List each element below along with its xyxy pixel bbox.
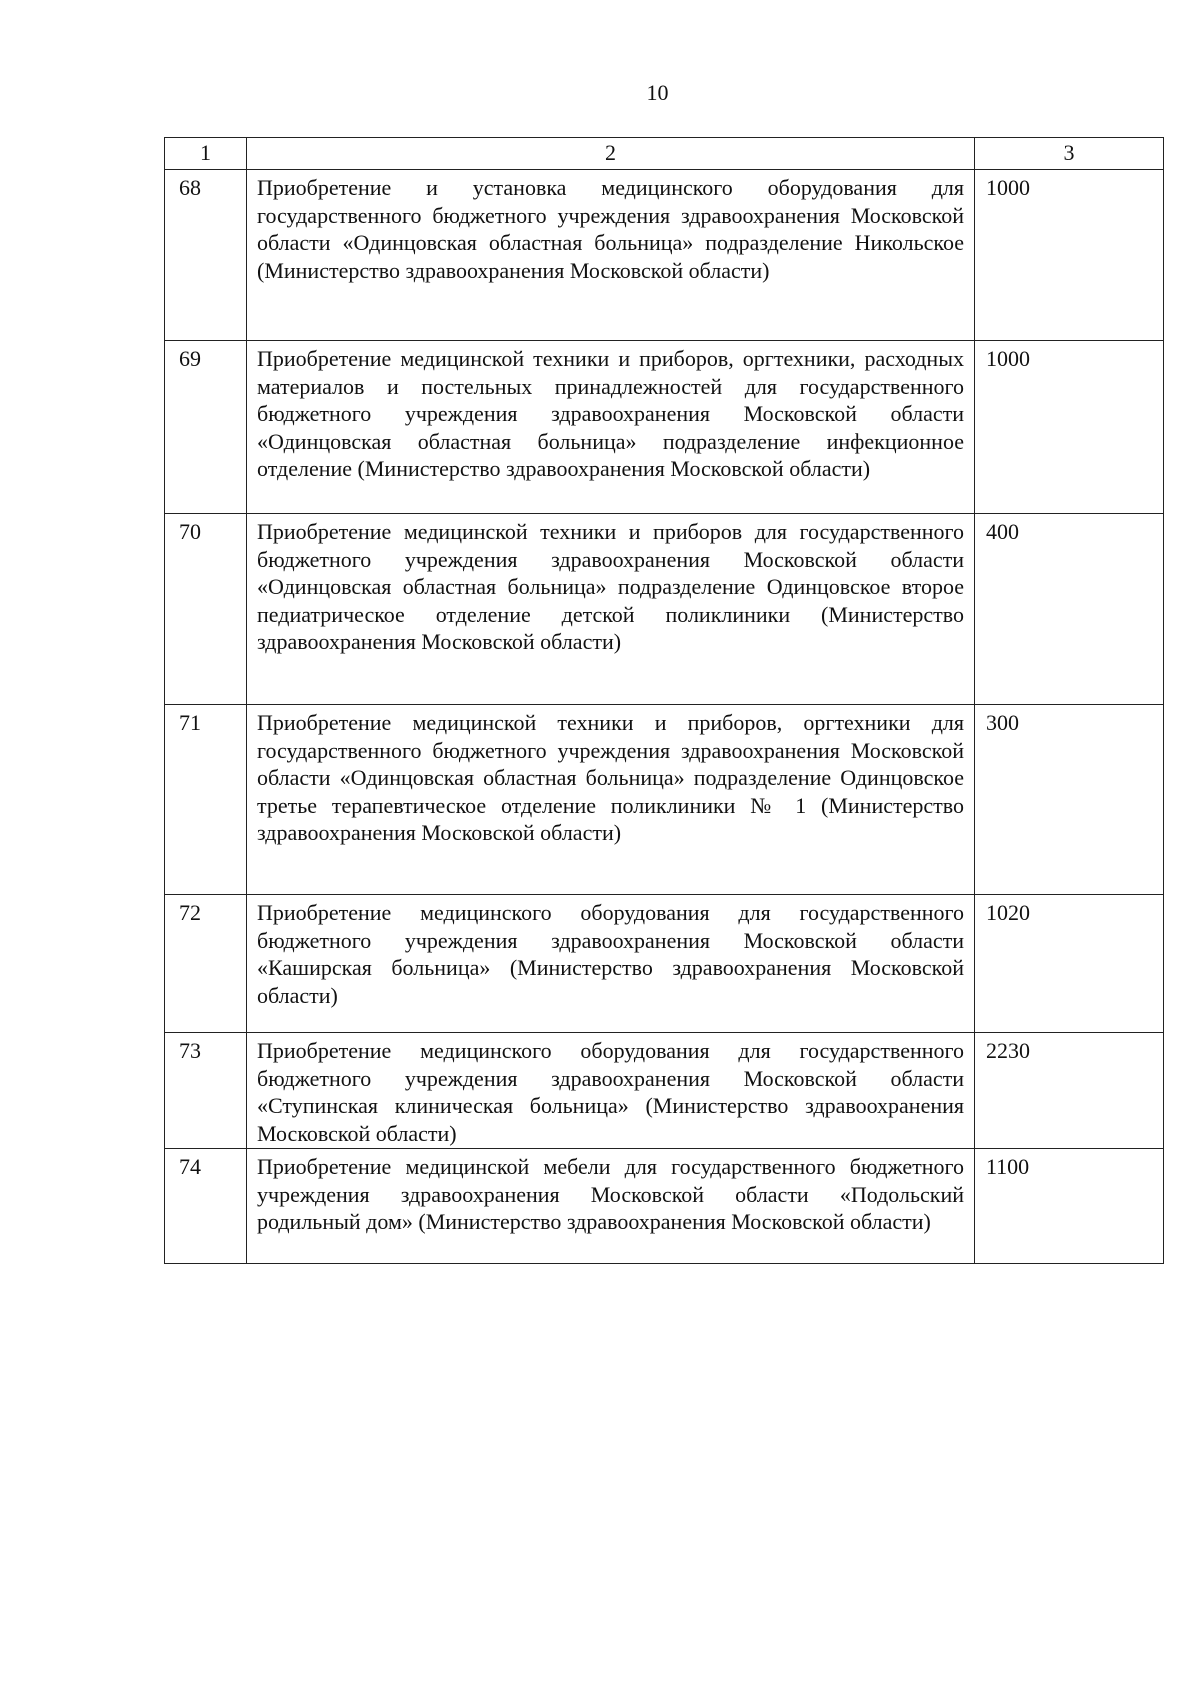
row-number: 70 bbox=[165, 514, 247, 705]
row-amount: 1020 bbox=[975, 895, 1164, 1033]
row-description: Приобретение медицинской техники и приборов для государственного бюджетного учреждения здравоохранения Московской области «Одинцовская областная больница» подразделение Одинцовское второе педиатрическое отделение детской поликлиники (Министерство здравоохранения Московской области) bbox=[247, 514, 975, 705]
row-number: 74 bbox=[165, 1149, 247, 1264]
row-description: Приобретение и установка медицинского оборудования для государственного бюджетного учреждения здравоохранения Московской области «Одинцовская областная больница» подразделение Никольское (Министерство здравоохранения Московской области) bbox=[247, 170, 975, 341]
row-amount: 1000 bbox=[975, 170, 1164, 341]
table-row bbox=[165, 514, 1164, 705]
row-number: 73 bbox=[165, 1033, 247, 1149]
table-row bbox=[165, 341, 1164, 514]
row-description: Приобретение медицинской техники и приборов, оргтехники, расходных материалов и постельных принадлежностей для государственного бюджетного учреждения здравоохранения Московской области «Одинцовская областная больница» подразделение инфекционное отделение (Министерство здравоохранения Московской области) bbox=[247, 341, 975, 514]
row-description: Приобретение медицинской мебели для государственного бюджетного учреждения здравоохранения Московской области «Подольский родильный дом» (Министерство здравоохранения Московской области) bbox=[247, 1149, 975, 1264]
row-description: Приобретение медицинской техники и приборов, оргтехники для государственного бюджетного учреждения здравоохранения Московской области «Одинцовская областная больница» подразделение Одинцовское третье терапевтическое отделение поликлиники № 1 (Министерство здравоохранения Московской области) bbox=[247, 705, 975, 895]
row-description: Приобретение медицинского оборудования для государственного бюджетного учреждения здравоохранения Московской области «Каширская больница» (Министерство здравоохранения Московской области) bbox=[247, 895, 975, 1033]
table-header-row bbox=[165, 138, 1164, 170]
row-number: 71 bbox=[165, 705, 247, 895]
row-amount: 1000 bbox=[975, 341, 1164, 514]
row-amount: 1100 bbox=[975, 1149, 1164, 1264]
row-number: 69 bbox=[165, 341, 247, 514]
budget-table bbox=[164, 137, 1164, 1264]
table-row bbox=[165, 895, 1164, 1033]
table-row bbox=[165, 705, 1164, 895]
row-description: Приобретение медицинского оборудования для государственного бюджетного учреждения здравоохранения Московской области «Ступинская клиническая больница» (Министерство здравоохранения Московской области) bbox=[247, 1033, 975, 1149]
row-amount: 400 bbox=[975, 514, 1164, 705]
row-amount: 2230 bbox=[975, 1033, 1164, 1149]
table-row bbox=[165, 1149, 1164, 1264]
column-header-amount: 3 bbox=[975, 138, 1164, 170]
page-number: 10 bbox=[646, 80, 669, 105]
table-row bbox=[165, 1033, 1164, 1149]
row-number: 68 bbox=[165, 170, 247, 341]
table-row bbox=[165, 170, 1164, 341]
column-header-number: 1 bbox=[165, 138, 247, 170]
column-header-description: 2 bbox=[247, 138, 975, 170]
row-number: 72 bbox=[165, 895, 247, 1033]
row-amount: 300 bbox=[975, 705, 1164, 895]
